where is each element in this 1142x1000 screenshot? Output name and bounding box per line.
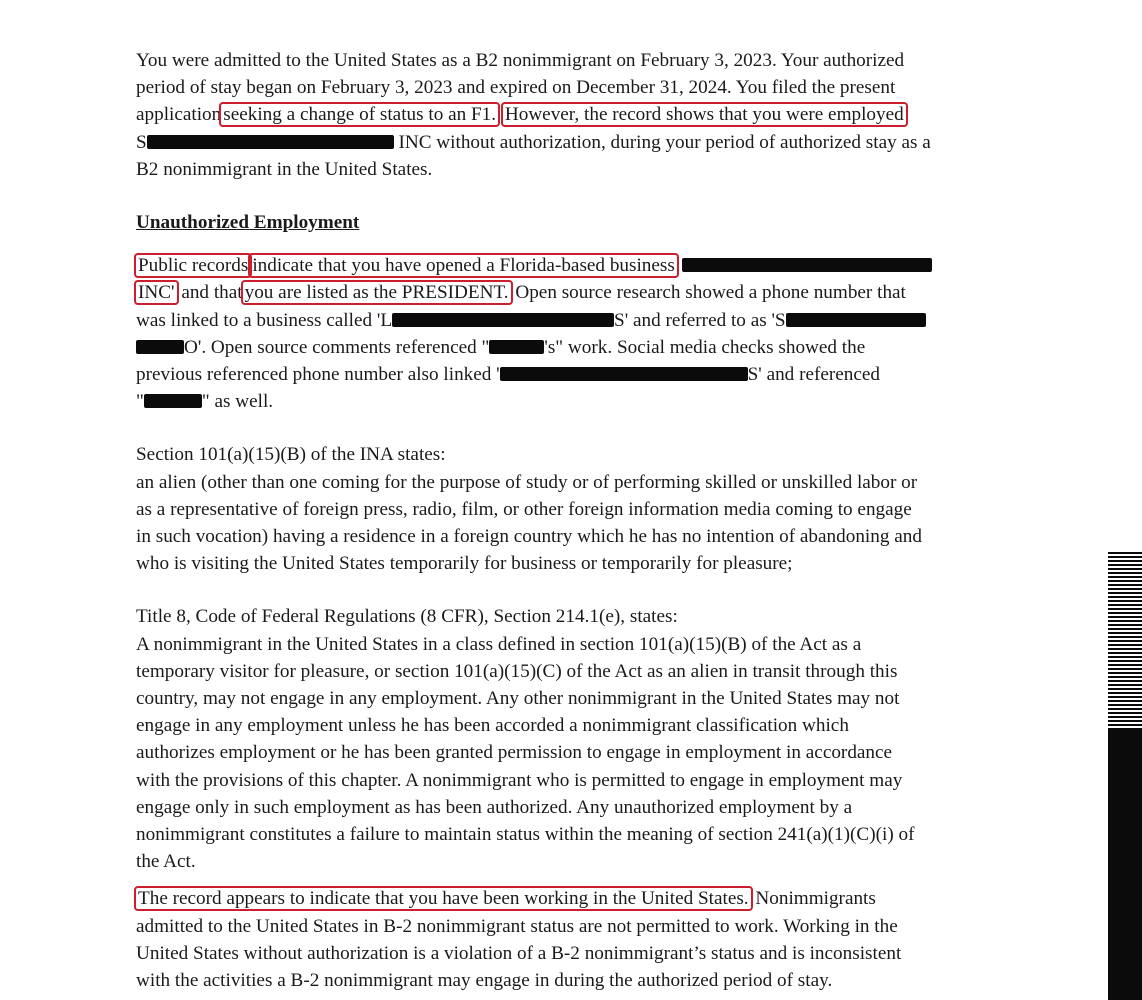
redaction-bar: [392, 313, 614, 327]
redaction-bar: [144, 394, 202, 408]
highlight-box: INC': [138, 282, 175, 304]
text-fragment: INC without authorization, during your period of authorized stay as a: [398, 131, 931, 153]
text-fragment: and that: [181, 282, 243, 304]
text-line: [136, 101, 1006, 128]
text-line: engage in any employment unless he has been accorded a nonimmigrant classification which: [136, 715, 849, 737]
text-fragment: Nonimmigrants: [755, 888, 876, 910]
text-line: as a representative of foreign press, radio, film, or other foreign information media coming to engage: [136, 498, 912, 520]
section-heading: Unauthorized Employment: [136, 212, 360, 234]
text-line: B2 nonimmigrant in the United States.: [136, 158, 433, 180]
text-line: with the provisions of this chapter. A nonimmigrant who is permitted to engage in employment may: [136, 769, 903, 791]
text-line: [136, 307, 1006, 334]
text-line: United States without authorization is a violation of a B-2 nonimmigrant’s status and is inconsistent: [136, 942, 902, 964]
redaction-bar: [147, 135, 394, 149]
text-line: authorizes employment or he has been granted permission to engage in employment in accordance: [136, 742, 893, 764]
text-fragment: Open source research showed a phone number that: [515, 282, 906, 304]
intro-paragraph: [136, 47, 1006, 183]
highlight-box: The record appears to indicate that you have been working in the United States.: [138, 888, 749, 910]
redaction-bar: [489, 340, 544, 354]
text-line: Section 101(a)(15)(B) of the INA states:: [136, 444, 446, 466]
text-line: [136, 885, 1006, 912]
text-line: [136, 279, 1006, 306]
text-fragment: S: [136, 131, 147, 153]
ina-section-paragraph: [136, 441, 1006, 577]
highlight-box: you are listed as the PRESIDENT.: [244, 282, 509, 304]
text-fragment: S' and referred to as 'S: [614, 309, 786, 331]
text-line: [136, 388, 1006, 415]
text-line: [136, 129, 1006, 156]
text-line: [136, 334, 1006, 361]
text-line: engage only in such employment as has been authorized. Any unauthorized employment by a: [136, 796, 853, 818]
highlight-box: indicate that you have opened a Florida-based business: [252, 255, 675, 277]
text-line: You were admitted to the United States as a B2 nonimmigrant on February 3, 2023. Your authorized: [136, 50, 905, 71]
text-line: in such vocation) having a residence in a foreign country which he has no intention of abandoning and: [136, 526, 922, 548]
text-line: period of stay began on February 3, 2023 and expired on December 31, 2024. You filed the present: [136, 77, 896, 99]
cfr-section-paragraph: [136, 603, 1006, 875]
text-fragment: was linked to a business called 'L: [136, 309, 393, 331]
barcode-solid-block: [1108, 730, 1142, 1000]
redaction-bar: [682, 258, 932, 272]
text-line: [136, 361, 1006, 388]
redaction-bar: [786, 313, 926, 327]
text-fragment: ": [136, 391, 144, 413]
text-fragment: 's" work. Social media checks showed the: [544, 336, 866, 358]
text-line: temporary visitor for pleasure, or section 101(a)(15)(C) of the Act as an alien in transit through this: [136, 660, 898, 682]
highlight-box: However, the record shows that you were employed: [504, 104, 904, 126]
text-line: nonimmigrant constitutes a failure to maintain status within the meaning of section 241(a)(1)(C)(i) of: [136, 824, 915, 846]
text-line: with the activities a B-2 nonimmigrant may engage in during the authorized period of stay.: [136, 970, 833, 992]
text-line: who is visiting the United States temporarily for business or temporarily for pleasure;: [136, 553, 793, 575]
text-line: admitted to the United States in B-2 nonimmigrant status are not permitted to work. Working in the: [136, 915, 898, 937]
redaction-bar: [136, 340, 184, 354]
highlight-box: Public records: [138, 255, 249, 277]
text-line: [136, 252, 1006, 279]
text-fragment: previous referenced phone number also linked ': [136, 364, 500, 386]
text-fragment: " as well.: [201, 391, 274, 413]
text-line: A nonimmigrant in the United States in a class defined in section 101(a)(15)(B) of the Act as a: [136, 633, 862, 655]
text-line: an alien (other than one coming for the purpose of study or of performing skilled or unskilled labor or: [136, 471, 918, 493]
document-page: [136, 47, 1006, 994]
text-fragment: application: [136, 104, 222, 126]
conclusion-paragraph: [136, 885, 1006, 994]
text-line: the Act.: [136, 851, 196, 873]
text-line: Title 8, Code of Federal Regulations (8 CFR), Section 214.1(e), states:: [136, 606, 678, 628]
public-records-paragraph: [136, 252, 1006, 415]
redaction-bar: [500, 367, 748, 381]
highlight-box: seeking a change of status to an F1.: [223, 104, 497, 126]
text-line: country, may not engage in any employment. Any other nonimmigrant in the United States may not: [136, 688, 900, 710]
text-fragment: S' and referenced: [747, 364, 881, 386]
text-fragment: O'. Open source comments referenced ": [184, 336, 490, 358]
